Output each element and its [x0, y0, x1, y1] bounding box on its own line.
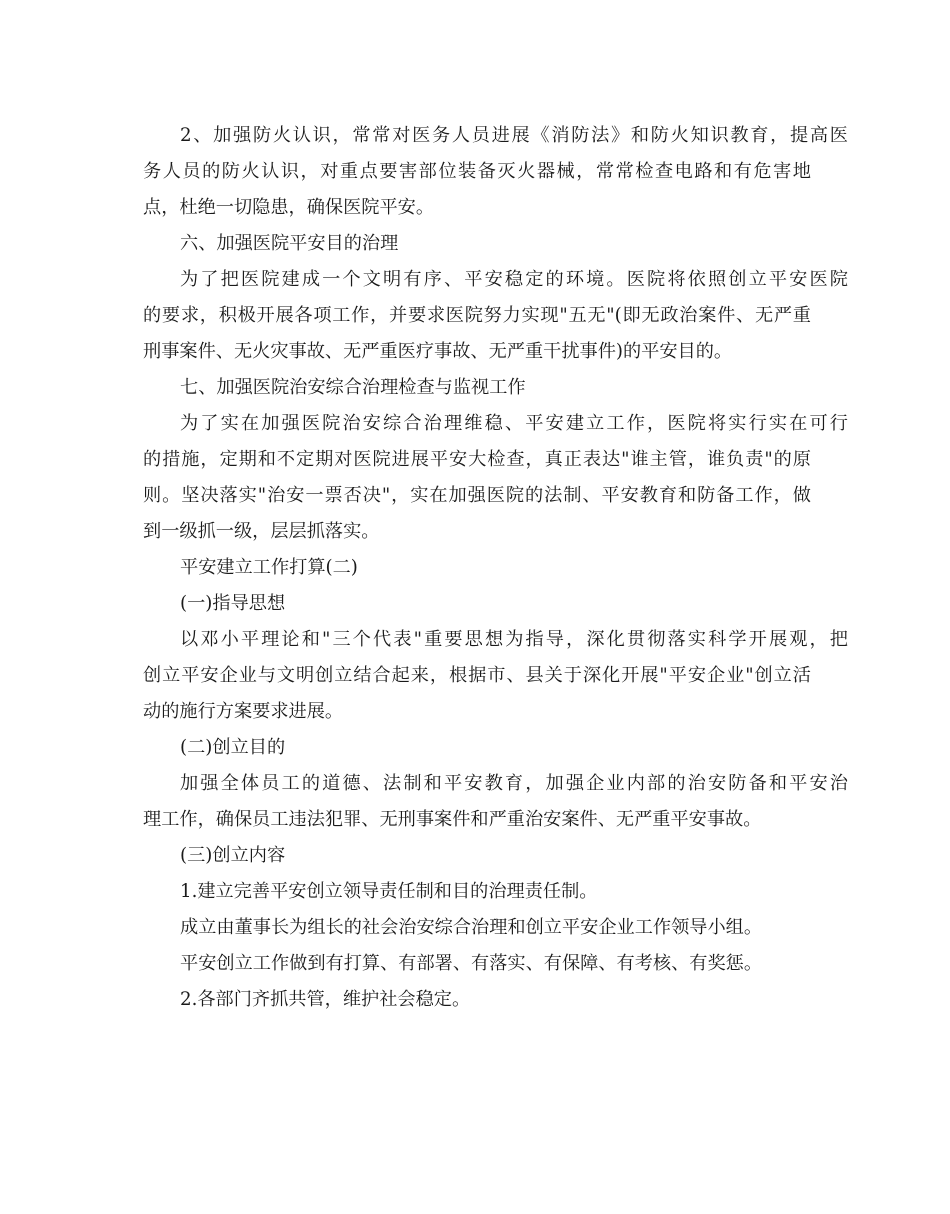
paragraph-line: 2、加强防火认识，常常对医务人员进展《消防法》和防火知识教育，提高医 [180, 125, 848, 146]
paragraph-line: 的要求，积极开展各项工作，并要求医院努力实现"五无"(即无政治案件、无严重 [143, 305, 811, 326]
section-heading: 七、加强医院治安综合治理检查与监视工作 [180, 377, 526, 398]
paragraph-line: 加强全体员工的道德、法制和平安教育，加强企业内部的治安防备和平安治 [180, 773, 848, 794]
paragraph-line: 到一级抓一级，层层抓落实。 [143, 521, 380, 542]
section-heading: (二)创立目的 [180, 737, 286, 758]
section-heading: 平安建立工作打算(二) [180, 557, 358, 578]
paragraph-line: 1.建立完善平安创立领导责任制和目的治理责任制。 [180, 881, 598, 902]
section-heading: (一)指导思想 [180, 593, 286, 614]
section-heading: (三)创立内容 [180, 845, 286, 866]
paragraph-line: 理工作，确保员工违法犯罪、无刑事案件和严重治安案件、无严重平安事故。 [143, 809, 762, 830]
paragraph-line: 刑事案件、无火灾事故、无严重医疗事故、无严重干扰事件)的平安目的。 [143, 341, 733, 362]
document-body [143, 118, 848, 1018]
paragraph-line: 2.各部门齐抓共管，维护社会稳定。 [180, 989, 471, 1010]
paragraph-line: 点，杜绝一切隐患，确保医院平安。 [143, 197, 435, 218]
paragraph-line: 成立由董事长为组长的社会治安综合治理和创立平安企业工作领导小组。 [180, 917, 763, 938]
paragraph-line: 平安创立工作做到有打算、有部署、有落实、有保障、有考核、有奖惩。 [180, 953, 763, 974]
paragraph-line: 为了把医院建成一个文明有序、平安稳定的环境。医院将依照创立平安医院 [180, 269, 848, 290]
paragraph-line: 动的施行方案要求进展。 [143, 701, 344, 722]
section-heading: 六、加强医院平安目的治理 [180, 233, 399, 254]
paragraph-line: 为了实在加强医院治安综合治理维稳、平安建立工作，医院将实行实在可行 [180, 413, 848, 434]
paragraph-line: 则。坚决落实"治安一票否决"，实在加强医院的法制、平安教育和防备工作，做 [143, 485, 811, 506]
paragraph-line: 务人员的防火认识，对重点要害部位装备灭火器械，常常检查电路和有危害地 [143, 161, 811, 182]
paragraph-line: 的措施，定期和不定期对医院进展平安大检查，真正表达"谁主管，谁负责"的原 [143, 449, 811, 470]
paragraph-line: 创立平安企业与文明创立结合起来，根据市、县关于深化开展"平安企业"创立活 [143, 665, 811, 686]
paragraph-line: 以邓小平理论和"三个代表"重要思想为指导，深化贯彻落实科学开展观，把 [180, 629, 848, 650]
